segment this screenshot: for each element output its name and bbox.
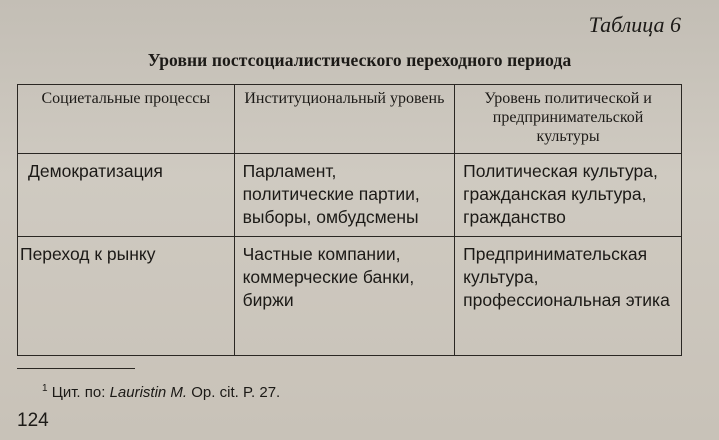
footnote-marker: 1 <box>42 383 48 394</box>
footnote-separator <box>17 368 135 369</box>
table-row <box>18 154 682 237</box>
footnote <box>42 383 280 401</box>
page-number: 124 <box>17 410 49 431</box>
levels-table <box>17 84 682 356</box>
cell-democratization-culture: Политическая культура, гражданская культура, гражданство <box>455 154 682 237</box>
footnote-author: Lauristin M. <box>109 384 188 401</box>
table-header-row <box>18 85 682 154</box>
table-row <box>18 237 682 356</box>
footnote-source: Op. cit. P. 27. <box>191 384 281 401</box>
cell-market-institutions: Частные компании, коммерческие банки, биржи <box>234 237 455 356</box>
cell-market-culture: Предпринимательская культура, профессиональная этика <box>455 237 682 356</box>
cell-democratization: Демократизация <box>18 154 235 237</box>
header-societal-processes: Социетальные процессы <box>18 85 235 154</box>
table-number: Таблица 6 <box>588 12 681 37</box>
table-title: Уровни постсоциалистического переходного периода <box>147 50 572 70</box>
footnote-prefix: Цит. по: <box>51 384 106 401</box>
header-culture-level: Уровень политической и предпринимательской культуры <box>455 85 682 154</box>
header-institutional-level: Институциональный уровень <box>234 85 455 154</box>
cell-market-transition: Переход к рынку <box>18 237 235 356</box>
cell-democratization-institutions: Парламент, политические партии, выборы, омбудсмены <box>234 154 455 237</box>
